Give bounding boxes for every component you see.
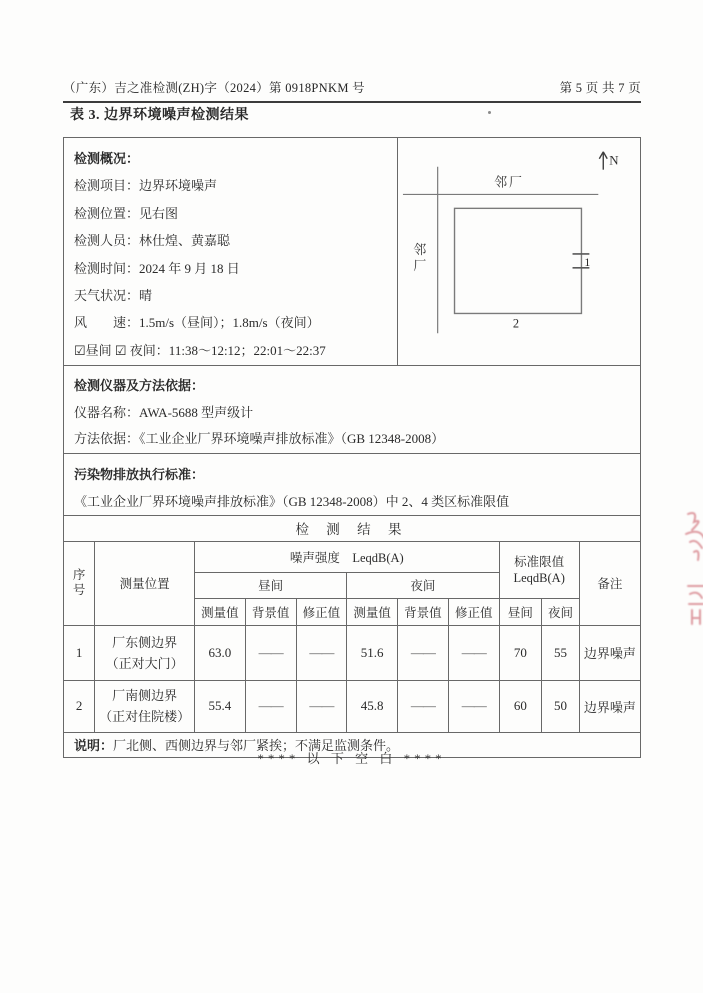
table-title: 表 3. 边界环境噪声检测结果 <box>70 108 249 123</box>
row1-seq: 1 <box>64 625 95 680</box>
page-header <box>63 78 641 103</box>
overview-time-checkboxes: ☑昼间 ☑ 夜间：11:38～12:12；22:01～22:37 <box>74 342 326 358</box>
overview-weather: 天气状况：晴 <box>74 288 153 304</box>
row2-day-background: —— <box>245 680 296 732</box>
site-diagram <box>398 138 640 361</box>
note-text: 厂北侧、西侧边界与邻厂紧挨；不满足监测条件。 <box>113 738 400 753</box>
row2-location-line1: 厂南侧边界 <box>112 688 178 703</box>
row1-night-corrected: —— <box>448 625 499 680</box>
overview-location: 检测位置：见右图 <box>74 205 179 221</box>
results-header-row-1 <box>64 541 641 572</box>
col-header-nighttime: 夜间 <box>347 572 499 598</box>
row2-limit-night: 50 <box>542 680 580 732</box>
blank-below-marker: **** 以 下 空 白 **** <box>257 751 446 766</box>
row2-day-corrected: —— <box>296 680 347 732</box>
col-header-noise-level: 噪声强度 LeqdB(A) <box>194 541 499 572</box>
row1-location-line1: 厂东侧边界 <box>112 634 178 650</box>
row2-day-measured: 55.4 <box>194 680 245 732</box>
row1-night-measured: 51.6 <box>347 625 398 680</box>
measure-point-1-label: 1 <box>584 254 591 269</box>
col-header-night-measured: 测量值 <box>347 598 398 625</box>
col-header-location: 测量位置 <box>95 541 195 625</box>
row1-day-background: —— <box>245 625 296 680</box>
instruments-row <box>64 366 641 454</box>
row1-night-background: —— <box>398 625 449 680</box>
document-number: （广东）吉之准检测(ZH)字（2024）第 0918PNKM 号 <box>63 81 365 95</box>
row1-limit-day: 70 <box>499 625 542 680</box>
note-label: 说明： <box>74 738 114 753</box>
row1-day-measured: 63.0 <box>194 625 245 680</box>
north-arrow-icon <box>599 152 607 170</box>
ink-speck <box>488 111 491 114</box>
overview-wind-speed: 风 速：1.5m/s（昼间）；1.8m/s（夜间） <box>74 315 320 331</box>
seq-header-text: 序号 <box>72 568 86 597</box>
instrument-name: 仪器名称：AWA-5688 型声级计 <box>74 404 254 420</box>
measure-point-2-label: 2 <box>512 316 520 331</box>
noise-report-table <box>63 137 641 758</box>
row1-location-line2: （正对大门） <box>105 655 184 671</box>
limit-header-line2: LeqdB(A) <box>513 570 565 585</box>
col-header-standard-limit <box>499 541 579 598</box>
overview-heading: 检测概况： <box>74 151 140 166</box>
row2-night-corrected: —— <box>448 680 499 732</box>
row1-remark: 边界噪声 <box>579 625 640 680</box>
neighbor-factory-left-label-char2: 厂 <box>413 258 427 273</box>
row2-night-background: —— <box>398 680 449 732</box>
neighbor-factory-top-label: 邻厂 <box>494 175 524 190</box>
overview-row <box>64 138 641 366</box>
col-header-daytime: 昼间 <box>194 572 346 598</box>
row2-location-line2: （正对住院楼） <box>99 709 191 724</box>
limit-header-line1: 标准限值 <box>514 554 565 569</box>
col-header-day-measured: 测量值 <box>194 598 245 625</box>
col-header-limit-day: 昼间 <box>499 598 542 625</box>
standards-text: 《工业企业厂界环境噪声排放标准》（GB 12348-2008）中 2、4 类区标准限值 <box>74 493 510 509</box>
row1-limit-night: 55 <box>542 625 580 680</box>
col-header-night-corrected: 修正值 <box>448 598 499 625</box>
factory-outline <box>455 208 582 313</box>
overview-date: 检测时间：2024 年 9 月 18 日 <box>74 260 240 276</box>
method-basis: 方法依据：《工业企业厂界环境噪声排放标准》（GB 12348-2008） <box>74 431 445 446</box>
row1-day-corrected: —— <box>296 625 347 680</box>
instruments-heading: 检测仪器及方法依据： <box>74 378 205 393</box>
row2-location <box>95 680 195 732</box>
row2-night-measured: 45.8 <box>347 680 398 732</box>
overview-cell <box>64 138 398 366</box>
table-row <box>64 680 641 732</box>
instruments-cell <box>64 366 641 454</box>
overview-personnel: 检测人员：林仕煌、黄嘉聪 <box>74 233 231 249</box>
row2-limit-day: 60 <box>499 680 542 732</box>
site-diagram-cell <box>398 138 641 366</box>
col-header-day-background: 背景值 <box>245 598 296 625</box>
col-header-remark: 备注 <box>579 541 640 625</box>
overview-item: 检测项目：边界环境噪声 <box>74 178 218 194</box>
north-label: N <box>609 153 619 168</box>
col-header-day-corrected: 修正值 <box>296 598 347 625</box>
red-stamp-mark <box>680 508 703 568</box>
row2-remark: 边界噪声 <box>579 680 640 732</box>
row1-location <box>95 625 195 680</box>
col-header-seq <box>64 541 95 625</box>
col-header-limit-night: 夜间 <box>542 598 580 625</box>
neighbor-factory-left-label-char1: 邻 <box>413 242 427 257</box>
standards-heading: 污染物排放执行标准： <box>74 466 205 482</box>
results-title-row <box>64 515 641 541</box>
red-stamp-mark <box>684 580 703 632</box>
results-title: 检 测 结 果 <box>64 515 641 541</box>
col-header-night-background: 背景值 <box>398 598 449 625</box>
row2-seq: 2 <box>64 680 95 732</box>
standards-cell <box>64 453 641 515</box>
table-row <box>64 625 641 680</box>
page-number: 第 5 页 共 7 页 <box>559 81 641 95</box>
standards-row <box>64 453 641 515</box>
